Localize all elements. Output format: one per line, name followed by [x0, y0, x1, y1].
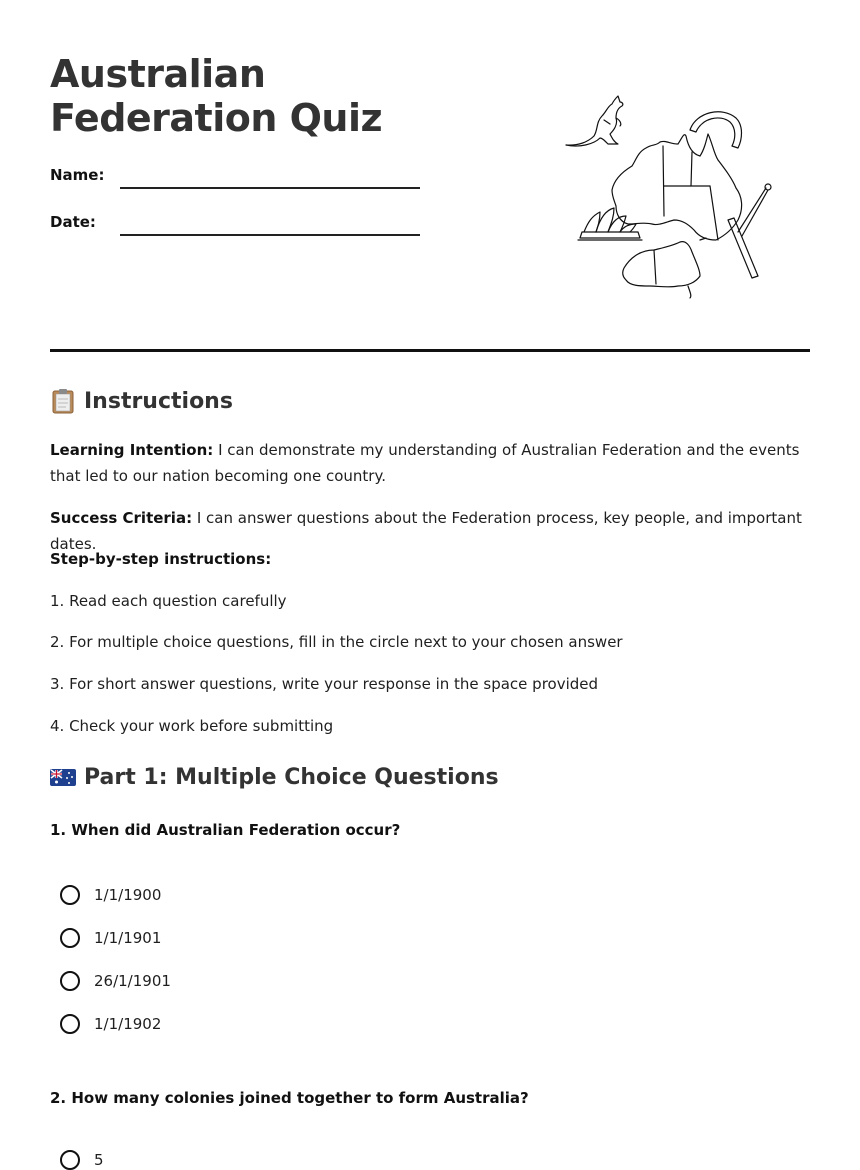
option-label: 5 — [94, 1151, 104, 1169]
option-label: 26/1/1901 — [94, 972, 171, 990]
page-title: Australian Federation Quiz — [50, 52, 383, 140]
name-label: Name: — [50, 166, 105, 184]
success-criteria-label: Success Criteria: — [50, 509, 193, 527]
boomerang-icon — [690, 112, 742, 148]
date-input-line[interactable] — [120, 234, 420, 236]
name-input-line[interactable] — [120, 187, 420, 189]
date-label: Date: — [50, 213, 96, 231]
radio-circle[interactable] — [60, 971, 80, 991]
radio-circle[interactable] — [60, 928, 80, 948]
step-item: 1. Read each question carefully — [50, 592, 287, 610]
q1-option-4[interactable] — [60, 1014, 161, 1034]
q1-option-2[interactable] — [60, 928, 161, 948]
q1-option-3[interactable] — [60, 971, 171, 991]
steps-label: Step-by-step instructions: — [50, 550, 272, 568]
question-2: 2. How many colonies joined together to form Australia? — [50, 1089, 529, 1107]
instructions-heading — [50, 388, 233, 414]
header-divider — [50, 349, 810, 352]
opera-house-icon — [578, 208, 642, 240]
option-label: 1/1/1901 — [94, 929, 162, 947]
didgeridoo-icon — [728, 184, 771, 278]
step-item: 3. For short answer questions, write your response in the space provided — [50, 675, 599, 693]
instructions-heading-text: Instructions — [84, 388, 233, 414]
learning-intention — [50, 437, 810, 489]
kangaroo-icon — [566, 96, 623, 146]
q1-option-1[interactable] — [60, 885, 161, 905]
part1-heading-text: Part 1: Multiple Choice Questions — [84, 764, 499, 790]
learning-intention-text: I can demonstrate my understanding of Australian Federation and the events that led to our nation becoming one country. — [50, 441, 800, 485]
australian-flag-icon — [50, 764, 76, 790]
clipboard-icon — [50, 388, 76, 414]
radio-circle[interactable] — [60, 1014, 80, 1034]
learning-intention-label: Learning Intention: — [50, 441, 214, 459]
radio-circle[interactable] — [60, 885, 80, 905]
option-label: 1/1/1900 — [94, 886, 162, 904]
part1-heading — [50, 764, 499, 790]
australia-illustration — [560, 90, 780, 300]
question-1: 1. When did Australian Federation occur? — [50, 821, 401, 839]
step-item: 4. Check your work before submitting — [50, 717, 334, 735]
success-criteria-text: I can answer questions about the Federation process, key people, and important dates. — [50, 509, 802, 553]
step-item: 2. For multiple choice questions, fill in the circle next to your chosen answer — [50, 633, 623, 651]
q2-option-1[interactable] — [60, 1150, 104, 1170]
australia-map-icon — [612, 134, 742, 298]
option-label: 1/1/1902 — [94, 1015, 162, 1033]
radio-circle[interactable] — [60, 1150, 80, 1170]
